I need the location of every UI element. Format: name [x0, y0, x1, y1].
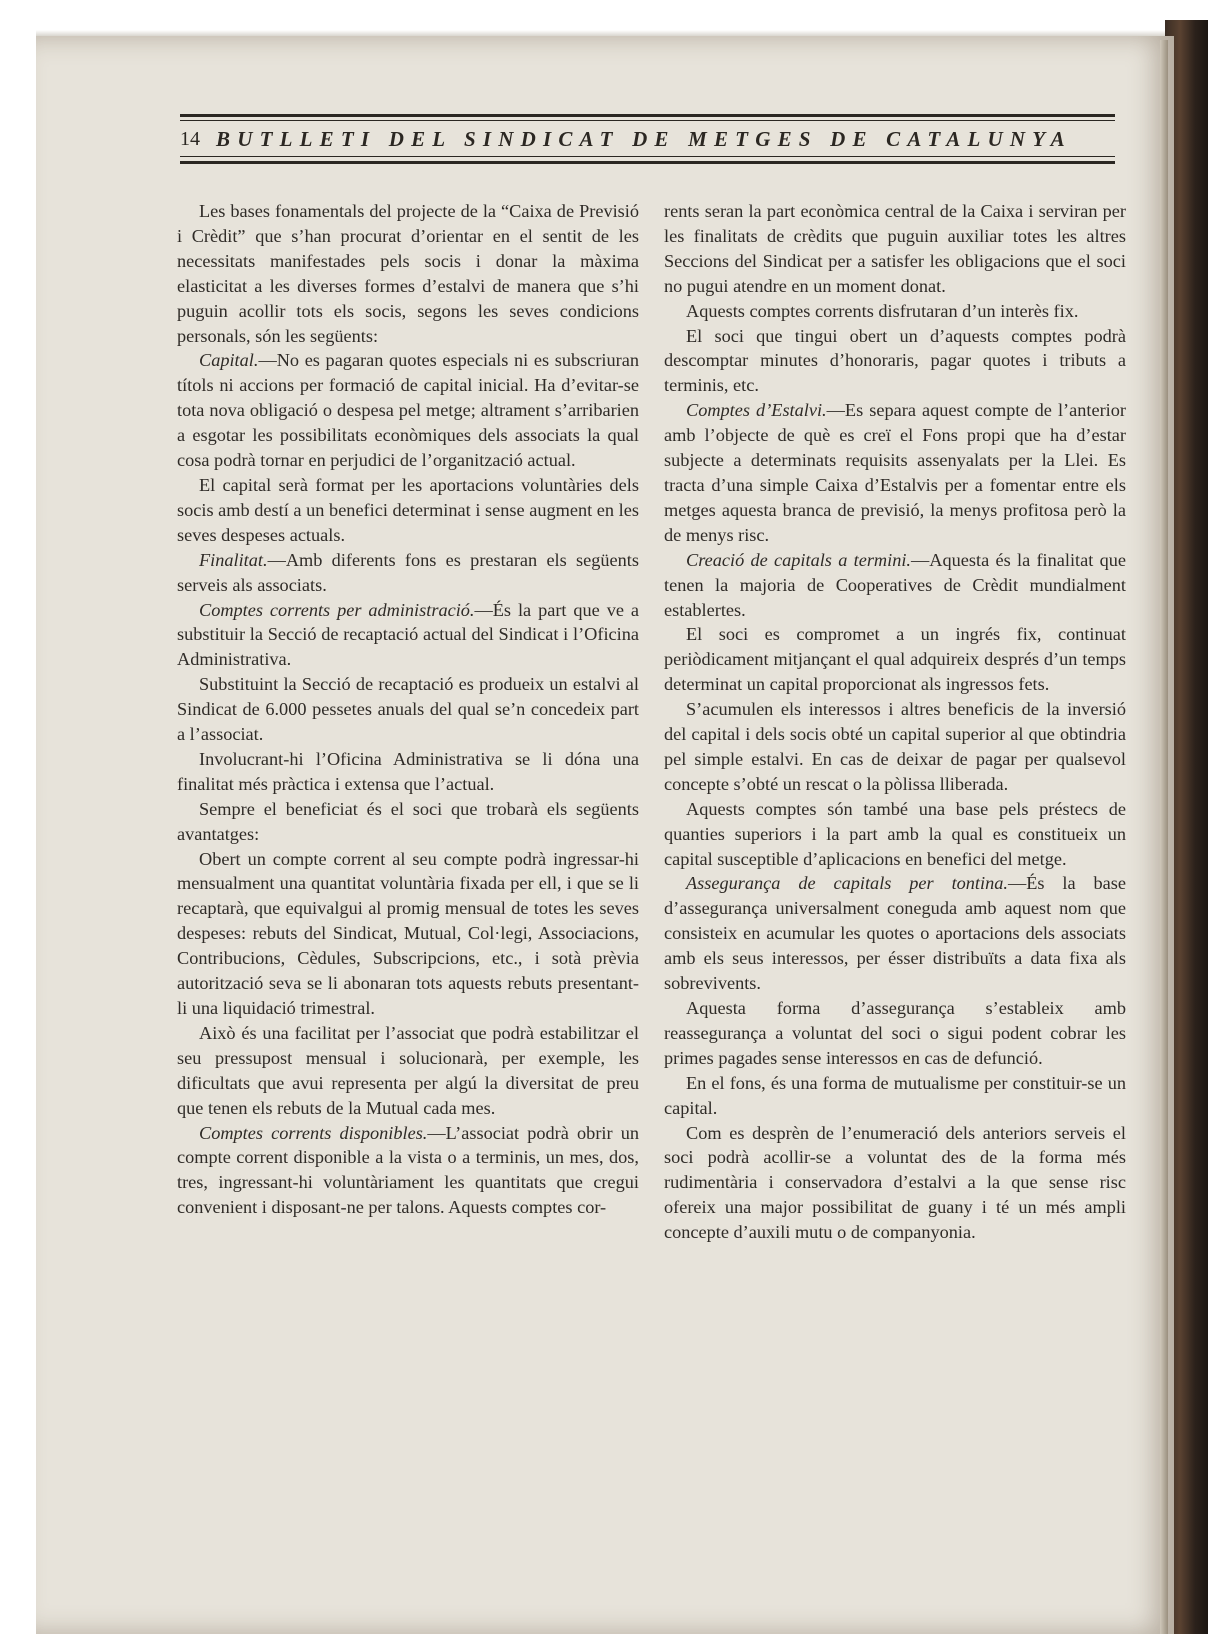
- paragraph: [664, 996, 1126, 1071]
- paragraph-text: Les bases fonamentals del projecte de la “Caixa de Previsió i Crèdit” que s’han procurat d’orientar en el sentit de les necessitats manifestades pels socis i donar la màxima elasticitat a les diverses formes d’estalvi de manera que s’hi puguin acollir tots els socis, segons les seves condicions personals, són les següents:: [177, 201, 639, 346]
- paragraph: [177, 548, 639, 598]
- header-line: [180, 125, 1115, 153]
- paragraph: [177, 672, 639, 747]
- paragraph-text: —És la base d’assegurança universalment coneguda amb aquest nom que consisteix en acumular les quotes o aportacions dels associats amb els seus interessos, per ésser distribuïts a data fixa als sobrevivents.: [664, 873, 1126, 994]
- text-column-left: [177, 199, 639, 1220]
- scan-background-left: [0, 0, 36, 1634]
- paragraph: [664, 1121, 1126, 1246]
- paragraph: [664, 299, 1126, 324]
- paragraph: [664, 548, 1126, 623]
- paragraph: [177, 473, 639, 548]
- paragraph-text: —Es separa aquest compte de l’anterior amb l’objecte de què es creï el Fons propi que ha d’estar subjecte a determinats requisits assenyalats per la Llei. Es tracta d’una simple Caixa d’Estalvis per a fomentar entre els metges aquesta branca de previsió, la menys profitosa però la de menys risc.: [664, 400, 1126, 545]
- page-number: 14: [180, 127, 200, 150]
- paragraph-text: Això és una facilitat per l’associat que podrà estabilitzar el seu pressupost mensual i solucionarà, per exemple, les dificultats que avui representa per algú la diversitat de preu que tenen els rebuts de la Mutual cada mes.: [177, 1022, 639, 1118]
- paragraph: [664, 324, 1126, 399]
- paragraph: [177, 797, 639, 847]
- page-edge: [1160, 40, 1168, 1634]
- paragraph-heading: Assegurança de capitals per tontina.: [686, 873, 1008, 894]
- paragraph-heading: Comptes corrents disponibles.: [199, 1122, 428, 1143]
- paragraph-text: —Amb diferents fons es prestaran els següents serveis als associats.: [177, 549, 639, 595]
- journal-title: BUTLLETI DEL SINDICAT DE METGES DE CATALUNYA: [216, 126, 1072, 151]
- paragraph-text: Aquests comptes són també una base pels préstecs de quanties superiors i la part amb la qual es constitueix un capital susceptible d’aplicacions en benefici del metge.: [664, 798, 1126, 869]
- text-column-right: [664, 199, 1126, 1245]
- paragraph-text: —L’associat podrà obrir un compte corrent disponible a la vista o a terminis, un mes, dos, tres, ingressant-hi voluntàriament les quantitats que cregui convenient i disposant-ne per talons. Aquests comptes cor-: [177, 1122, 639, 1218]
- paragraph-text: Involucrant-hi l’Oficina Administrativa se li dóna una finalitat més pràctica i extensa que l’actual.: [177, 748, 639, 794]
- paragraph: [177, 348, 639, 473]
- paragraph: [177, 747, 639, 797]
- paragraph: [664, 797, 1126, 872]
- paragraph-heading: Capital.: [199, 350, 259, 371]
- paragraph: [664, 199, 1126, 299]
- paragraph-text: En el fons, és una forma de mutualisme per constituir-se un capital.: [664, 1072, 1126, 1118]
- paragraph-text: —És la part que ve a substituir la Secció de recaptació actual del Sindicat i l’Oficina Administrativa.: [177, 599, 639, 670]
- header-rule: [180, 161, 1115, 164]
- paragraph: [664, 697, 1126, 797]
- header-rule: [180, 114, 1115, 117]
- paragraph: [664, 871, 1126, 996]
- paragraph-text: El soci es compromet a un ingrés fix, continuat periòdicament mitjançant el qual adquireix després d’un temps determinat un capital proporcionat als ingressos fets.: [664, 624, 1126, 695]
- paragraph-heading: Creació de capitals a termini.: [686, 549, 912, 570]
- paragraph: [177, 199, 639, 348]
- paragraph-text: Com es desprèn de l’enumeració dels anteriors serveis el soci podrà acollir-se a voluntat des de la forma més rudimentària i conservadora d’estalvi a la que sense risc ofereix una major possibilitat de guany i té un més ampli concepte d’auxili mutu o de companyonia.: [664, 1122, 1126, 1243]
- paragraph: [664, 622, 1126, 697]
- header-rule: [180, 156, 1115, 157]
- paragraph: [177, 1121, 639, 1221]
- paragraph: [177, 1021, 639, 1121]
- running-header: [180, 110, 1115, 168]
- paragraph-text: Aquests comptes corrents disfrutaran d’un interès fix.: [686, 300, 1079, 321]
- paragraph-text: Obert un compte corrent al seu compte podrà ingressar-hi mensualment una quantitat voluntària fixada per ell, i que se li recaptarà, que equivalgui al promig mensual de totes les seves despeses: rebuts del Sindicat, Mutual, Col·legi, Associacions, Contribucions, Cèdules, Subscripcions, etc., i sotà prèvia autorització seva se li abonaran tots aquests rebuts presentant-li una liquidació trimestral.: [177, 848, 639, 1018]
- paragraph-text: rents seran la part econòmica central de la Caixa i serviran per les finalitats de crèdits que puguin auxiliar totes les altres Seccions del Sindicat per a satisfer les obligacions que el soci no pugui atendre en un moment donat.: [664, 201, 1126, 296]
- paragraph-text: —Aquesta és la finalitat que tenen la majoria de Cooperatives de Crèdit mundialment establertes.: [664, 549, 1126, 620]
- header-rule: [180, 120, 1115, 121]
- paragraph: [664, 1071, 1126, 1121]
- paragraph-text: Substituint la Secció de recaptació es produeix un estalvi al Sindicat de 6.000 pessetes anuals del qual se’n concedeix part a l’associat.: [177, 674, 639, 745]
- paragraph: [177, 847, 639, 1021]
- paragraph: [664, 398, 1126, 547]
- paragraph-text: El capital serà format per les aportacions voluntàries dels socis amb destí a un benefici determinat i sense augment en les seves despeses actuals.: [177, 474, 639, 545]
- paragraph-heading: Comptes d’Estalvi.: [686, 400, 827, 421]
- scan-background-top: [0, 0, 1208, 36]
- paragraph-text: S’acumulen els interessos i altres beneficis de la inversió del capital i dels socis obté un capital superior al que obtindria pel simple estalvi. En cas de deixar de pagar per qualsevol concepte s’obté un rescat o la pòlissa lliberada.: [664, 699, 1126, 794]
- paragraph-heading: Comptes corrents per administració.: [199, 599, 475, 620]
- paragraph-text: Aquesta forma d’assegurança s’estableix amb reassegurança a voluntat del soci o sigui podent cobrar les primes pagades sense interessos en cas de defunció.: [664, 998, 1126, 1068]
- paragraph-heading: Finalitat.: [199, 549, 268, 570]
- paragraph-text: Sempre el beneficiat és el soci que trobarà els següents avantatges:: [177, 798, 639, 844]
- paragraph: [177, 598, 639, 673]
- paragraph-text: —No es pagaran quotes especials ni es subscriuran títols ni accions per formació de capital inicial. Ha d’evitar-se tota nova obligació o despesa pel metge; altrament s’arribarien a esgotar les possibilitats econòmiques dels associats la qual cosa podrà tornar en perjudici de l’organització actual.: [177, 350, 639, 471]
- paragraph-text: El soci que tingui obert un d’aquests comptes podrà descomptar minutes d’honoraris, pagar quotes i tributs a terminis, etc.: [664, 325, 1126, 396]
